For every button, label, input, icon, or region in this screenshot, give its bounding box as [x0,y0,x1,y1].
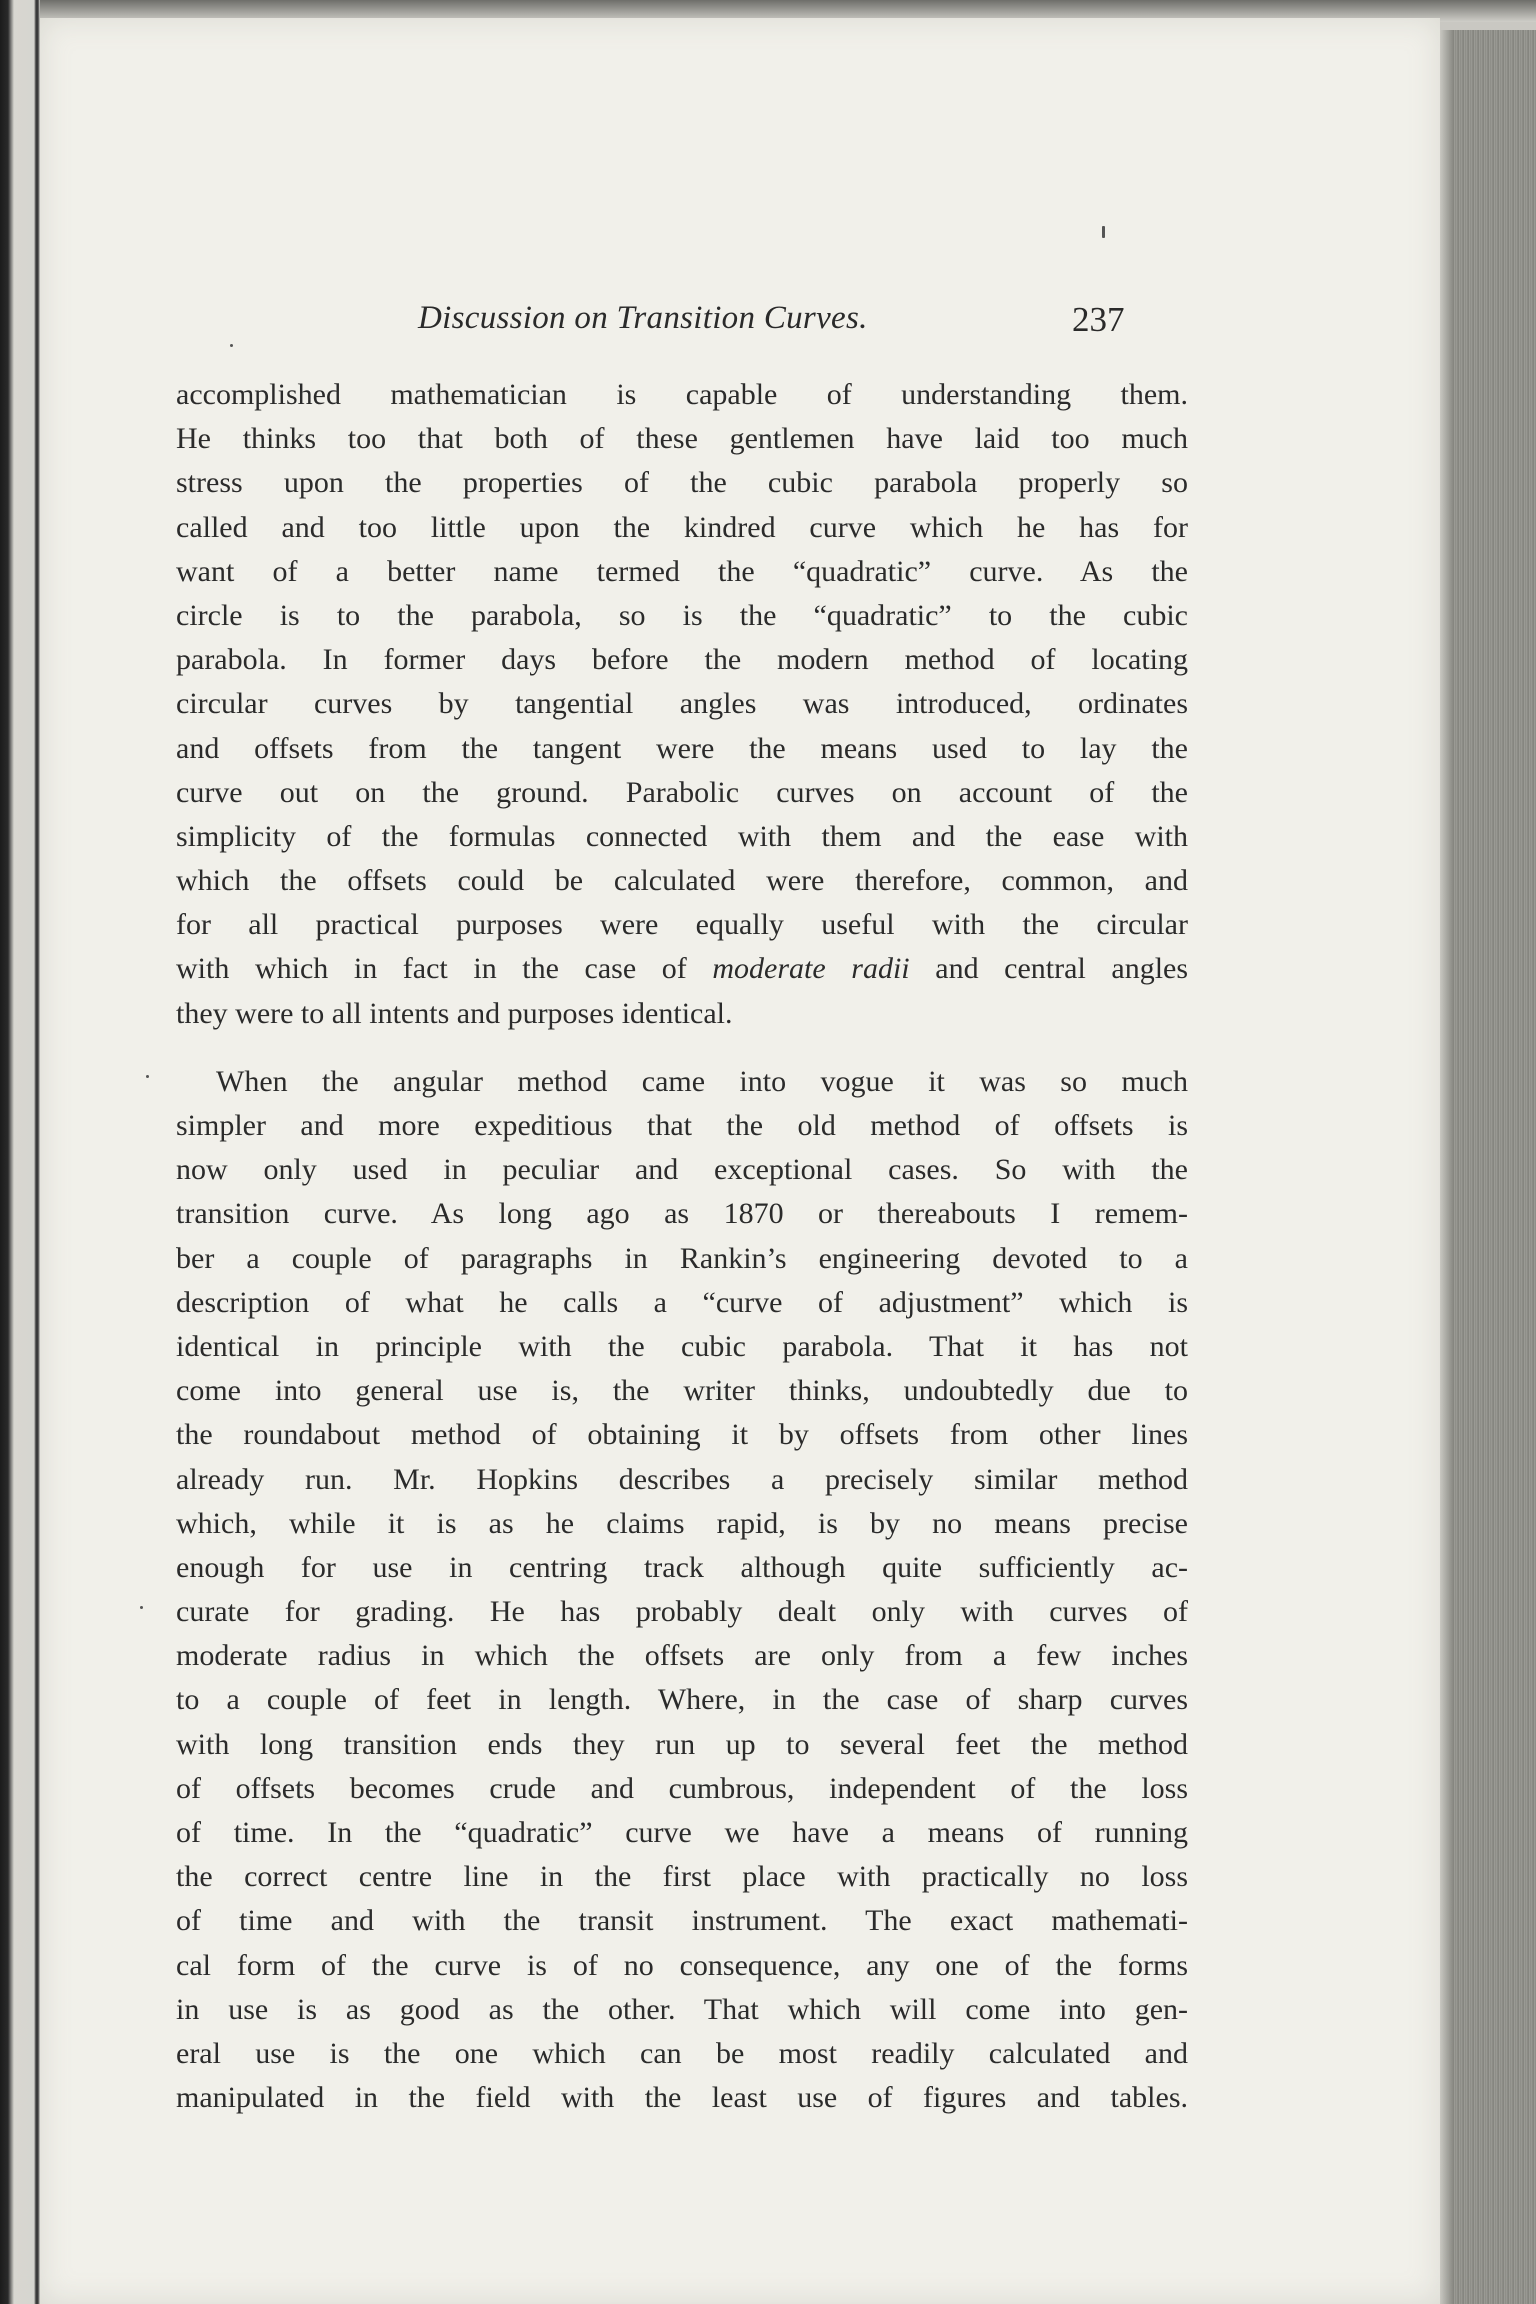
text-line: already run. Mr. Hopkins describes a precisely similar method [176,1462,1188,1496]
text-line: of offsets becomes crude and cumbrous, independent of the loss [176,1771,1188,1805]
text-line: come into general use is, the writer thinks, undoubtedly due to [176,1374,1188,1408]
paper-speck [140,1606,143,1609]
italic-phrase: moderate radii [712,952,910,986]
text-line: curate for grading. He has probably dealt only with curves of [176,1595,1188,1629]
scan-left-edge [0,0,40,2304]
text-segment: with which in fact in the case of [176,952,687,986]
text-line: called and too little upon the kindred curve which he has for [176,510,1188,544]
running-head: Discussion on Transition Curves. [418,300,868,336]
paper-speck [230,344,233,347]
text-line-with-italic [176,947,1188,991]
text-line: with long transition ends they run up to several feet the method [176,1727,1188,1761]
text-line: ber a couple of paragraphs in Rankin’s engineering devoted to a [176,1241,1188,1275]
text-segment: and central angles [935,952,1188,986]
text-line: now only used in peculiar and exceptional cases. So with the [176,1153,1188,1187]
body-text [176,373,1188,2120]
text-line: they were to all intents and purposes identical. [176,996,733,1030]
text-line: enough for use in centring track although quite sufficiently ac- [176,1550,1188,1584]
text-line: He thinks too that both of these gentlemen have laid too much [176,422,1188,456]
text-line: eral use is the one which can be most readily calculated and [176,2036,1188,2070]
text-line: of time. In the “quadratic” curve we have a means of running [176,1816,1188,1849]
text-line: and offsets from the tangent were the means used to lay the [176,731,1188,765]
text-line: parabola. In former days before the modern method of locating [176,643,1188,677]
text-line: description of what he calls a “curve of adjustment” which is [176,1285,1188,1319]
text-line: identical in principle with the cubic parabola. That it has not [176,1329,1188,1363]
text-line: transition curve. As long ago as 1870 or thereabouts I remem- [176,1197,1188,1231]
text-line: which, while it is as he claims rapid, is by no means precise [176,1506,1188,1540]
text-line: When the angular method came into vogue it was so much [216,1064,1188,1098]
text-line: stress upon the properties of the cubic parabola properly so [176,466,1188,500]
paragraph-2 [176,1060,1188,2121]
page-header [40,300,1440,360]
book-page [40,18,1440,2304]
text-line: want of a better name termed the “quadratic” curve. As the [176,554,1188,588]
text-line: which the offsets could be calculated were therefore, common, and [176,864,1188,898]
text-line: cal form of the curve is of no consequence, any one of the forms [176,1948,1188,1982]
text-line: simplicity of the formulas connected with them and the ease with [176,819,1188,853]
page-number: 237 [1072,300,1125,339]
text-line: the correct centre line in the first place with practically no loss [176,1860,1188,1894]
paragraph-1 [176,373,1188,1036]
text-line: curve out on the ground. Parabolic curves on account of the [176,775,1188,809]
text-line: to a couple of feet in length. Where, in the case of sharp curves [176,1683,1188,1717]
text-line: accomplished mathematician is capable of understanding them. [176,378,1188,411]
text-line: simpler and more expeditious that the old method of offsets is [176,1109,1188,1142]
text-line: the roundabout method of obtaining it by offsets from other lines [176,1418,1188,1452]
text-line: for all practical purposes were equally useful with the circular [176,908,1188,942]
text-line: circle is to the parabola, so is the “quadratic” to the cubic [176,598,1188,632]
text-line: in use is as good as the other. That which will come into gen- [176,1992,1188,2026]
paper-speck [146,1075,149,1078]
text-line: moderate radius in which the offsets are only from a few inches [176,1639,1188,1673]
text-line: of time and with the transit instrument. The exact mathemati- [176,1904,1188,1938]
text-line: circular curves by tangential angles was introduced, ordinates [176,687,1188,721]
book-page-stack [1440,30,1536,2304]
text-line: manipulated in the field with the least use of figures and tables. [176,2081,1188,2115]
paper-speck [1102,226,1105,238]
